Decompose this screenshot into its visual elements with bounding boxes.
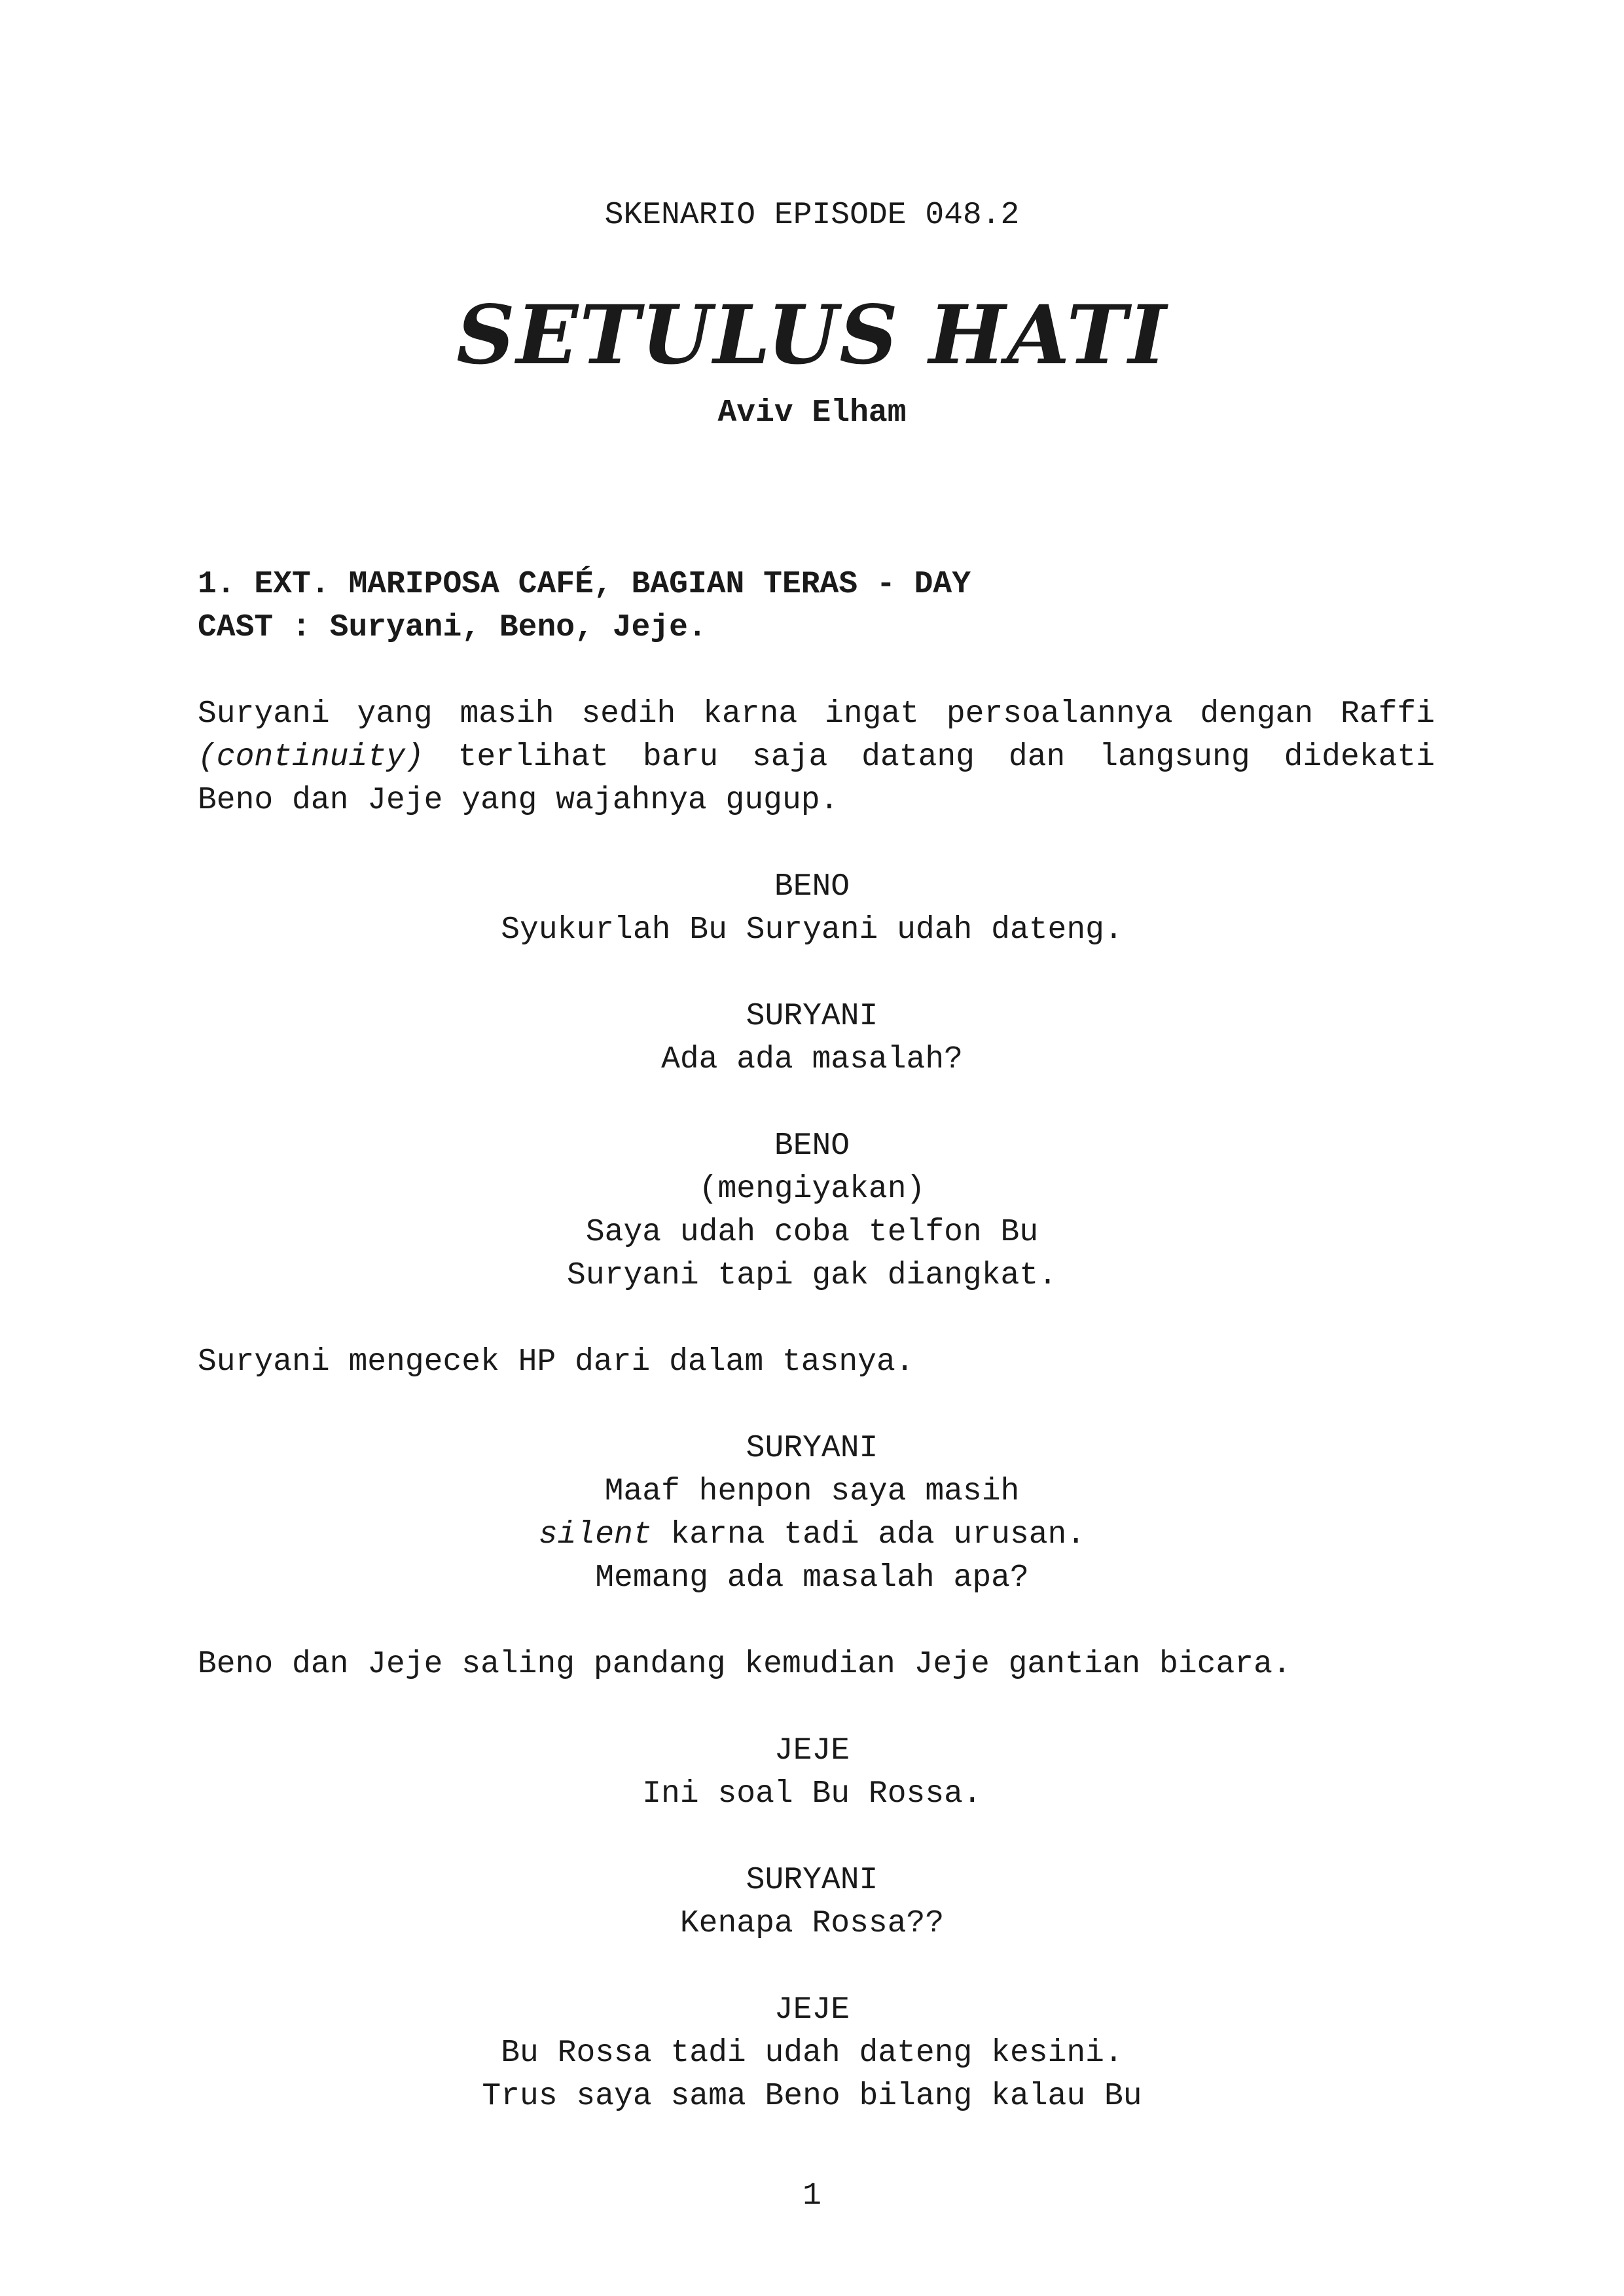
scene-heading: 1. EXT. MARIPOSA CAFÉ, BAGIAN TERAS - DAY bbox=[198, 567, 971, 602]
script-title: SETULUS HATI bbox=[456, 288, 1168, 383]
character-name: SURYANI bbox=[746, 1431, 878, 1466]
dialogue-text: karna tadi ada urusan. bbox=[651, 1517, 1086, 1552]
dialogue-italic-text: silent bbox=[538, 1517, 652, 1552]
character-name: JEJE bbox=[774, 1733, 850, 1768]
character-name: SURYANI bbox=[746, 999, 878, 1034]
action-line: Suryani yang masih sedih karna ingat persoalannya dengan Raffi bbox=[198, 696, 1435, 732]
character-name: BENO bbox=[774, 869, 850, 905]
episode-label: SKENARIO EPISODE 048.2 bbox=[604, 198, 1020, 233]
page-number: 1 bbox=[803, 2178, 821, 2214]
author-name: Aviv Elham bbox=[717, 395, 907, 431]
action-italic-text: (continuity) bbox=[198, 740, 424, 775]
dialogue-line: Ada ada masalah? bbox=[661, 1042, 963, 1077]
action-line bbox=[198, 736, 1435, 779]
character-name: SURYANI bbox=[746, 1863, 878, 1898]
dialogue-line: Syukurlah Bu Suryani udah dateng. bbox=[501, 912, 1123, 948]
dialogue-line: Ini soal Bu Rossa. bbox=[642, 1776, 982, 1812]
parenthetical: (mengiyakan) bbox=[698, 1172, 926, 1207]
action-line: Beno dan Jeje yang wajahnya gugup. bbox=[198, 783, 839, 818]
action-line: Suryani mengecek HP dari dalam tasnya. bbox=[198, 1344, 914, 1380]
dialogue-line: Suryani tapi gak diangkat. bbox=[567, 1258, 1057, 1293]
dialogue-line: Trus saya sama Beno bilang kalau Bu bbox=[482, 2079, 1142, 2114]
dialogue-line: Maaf henpon saya masih bbox=[604, 1474, 1020, 1509]
action-text: terlihat baru saja datang dan langsung didekati bbox=[424, 740, 1435, 775]
dialogue-line: Saya udah coba telfon Bu bbox=[585, 1215, 1039, 1250]
scene-cast: CAST : Suryani, Beno, Jeje. bbox=[198, 610, 707, 645]
dialogue-line: Bu Rossa tadi udah dateng kesini. bbox=[501, 2036, 1123, 2071]
dialogue-line: Kenapa Rossa?? bbox=[679, 1906, 945, 1941]
character-name: BENO bbox=[774, 1128, 850, 1164]
dialogue-line bbox=[0, 1513, 1624, 1556]
action-line: Beno dan Jeje saling pandang kemudian Jeje gantian bicara. bbox=[198, 1647, 1291, 1682]
character-name: JEJE bbox=[774, 1992, 850, 2028]
dialogue-line: Memang ada masalah apa? bbox=[595, 1560, 1029, 1596]
